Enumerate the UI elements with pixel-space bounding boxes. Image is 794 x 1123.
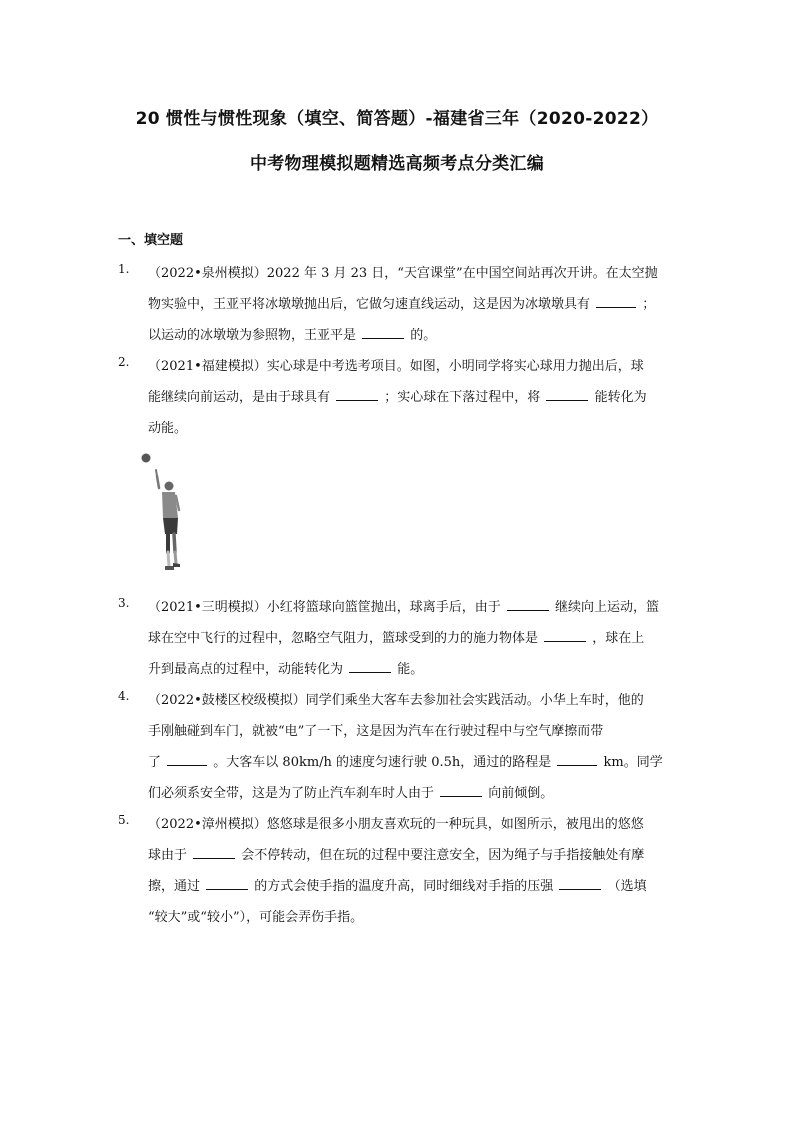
answer-blank[interactable] (362, 325, 404, 339)
question-text: 。大客车以 80km/h 的速度匀速行驶 0.5h，通过的路程是 (213, 755, 552, 770)
question-text-line: 手刚触碰到车门，就被“电”了一下，这是因为汽车在行驶过程中与空气摩擦而带 (148, 724, 604, 739)
question-number: 4. (118, 689, 130, 703)
question-text: 能转化为 (594, 390, 647, 405)
question-text-line (148, 782, 553, 801)
question-text: ；实心球在下落过程中，将 (384, 390, 541, 405)
question-text: 的方式会使手指的温度升高，同时细线对手指的压强 (254, 879, 554, 894)
answer-blank[interactable] (167, 752, 207, 766)
question-text: （2021•三明模拟）小红将篮球向篮筐抛出，球离手后，由于 (148, 600, 501, 615)
answer-blank[interactable] (349, 659, 391, 673)
question-text-line: （2022•漳州模拟）悠悠球是很多小朋友喜欢玩的一种玩具，如图所示，被甩出的悠悠 (148, 817, 644, 832)
athlete-figure (156, 470, 180, 570)
answer-blank[interactable] (557, 752, 597, 766)
question-text: ，球在上 (592, 631, 645, 646)
question-text-line: （2022•泉州模拟）2022 年 3 月 23 日，“天宫课堂”在中国空间站再次开讲。在太空抛 (148, 266, 658, 281)
question-text-line (148, 293, 655, 312)
question-number: 3. (118, 596, 130, 610)
question-text: 以运动的冰墩墩为参照物，王亚平是 (148, 328, 357, 343)
question-text: 向前倾倒。 (488, 786, 554, 801)
document-title-line1: 20 惯性与惯性现象（填空、简答题）-福建省三年（2020-2022） (135, 109, 659, 129)
question-number: 2. (118, 355, 130, 369)
question-text: 会不停转动，但在玩的过程中要注意安全，因为绳子与手指接触处有摩 (241, 848, 645, 863)
question-text-line (148, 751, 663, 770)
answer-blank[interactable] (193, 845, 235, 859)
question-text: 能。 (397, 662, 424, 677)
document-title-line2: 中考物理模拟题精选高频考点分类汇编 (249, 154, 545, 174)
question-text: 球在空中飞行的过程中，忽略空气阻力，篮球受到的力的施力物体是 (148, 631, 539, 646)
question-text: 了 (148, 755, 162, 770)
question-text-line (148, 596, 659, 615)
question-text: 继续向上运动，篮 (555, 600, 660, 615)
question-text: ； (642, 297, 656, 312)
question-text: 能继续向前运动，是由于球具有 (148, 390, 331, 405)
ball-icon (142, 454, 151, 463)
question-text-line: “较大”或“较小”），可能会弄伤手指。 (148, 910, 364, 925)
question-text-line (148, 844, 644, 863)
question-text-line (148, 627, 644, 646)
answer-blank[interactable] (336, 387, 378, 401)
question-text-line (148, 386, 647, 405)
question-text-line: （2022•鼓楼区校级模拟）同学们乘坐大客车去参加社会实践活动。小华上车时，他的 (148, 693, 644, 708)
question-text: 物实验中，王亚平将冰墩墩抛出后，它做匀速直线运动，这是因为冰墩墩具有 (148, 297, 591, 312)
question-text: （选填 (607, 879, 647, 894)
question-text-line (148, 658, 423, 677)
question-text-line: 动能。 (148, 421, 188, 436)
question-text: 们必须系安全带，这是为了防止汽车刹车时人由于 (148, 786, 435, 801)
question-text: 擦，通过 (148, 879, 201, 894)
question-text-line: （2021•福建模拟）实心球是中考选考项目。如图，小明同学将实心球用力抛出后，球 (148, 359, 644, 374)
question-number: 1. (118, 262, 130, 276)
answer-blank[interactable] (440, 783, 482, 797)
section-heading: 一、填空题 (118, 233, 184, 248)
answer-blank[interactable] (559, 876, 601, 890)
question-number: 5. (118, 813, 130, 827)
answer-blank[interactable] (546, 387, 588, 401)
question-text: 的。 (410, 328, 437, 343)
question-text: km。同学 (603, 755, 663, 770)
answer-blank[interactable] (206, 876, 248, 890)
question-text: 球由于 (148, 848, 188, 863)
shot-put-figure (138, 448, 198, 576)
question-text-line (148, 875, 647, 894)
answer-blank[interactable] (596, 294, 636, 308)
question-text: 升到最高点的过程中，动能转化为 (148, 662, 344, 677)
question-text-line (148, 324, 436, 343)
answer-blank[interactable] (544, 628, 586, 642)
answer-blank[interactable] (507, 597, 549, 611)
